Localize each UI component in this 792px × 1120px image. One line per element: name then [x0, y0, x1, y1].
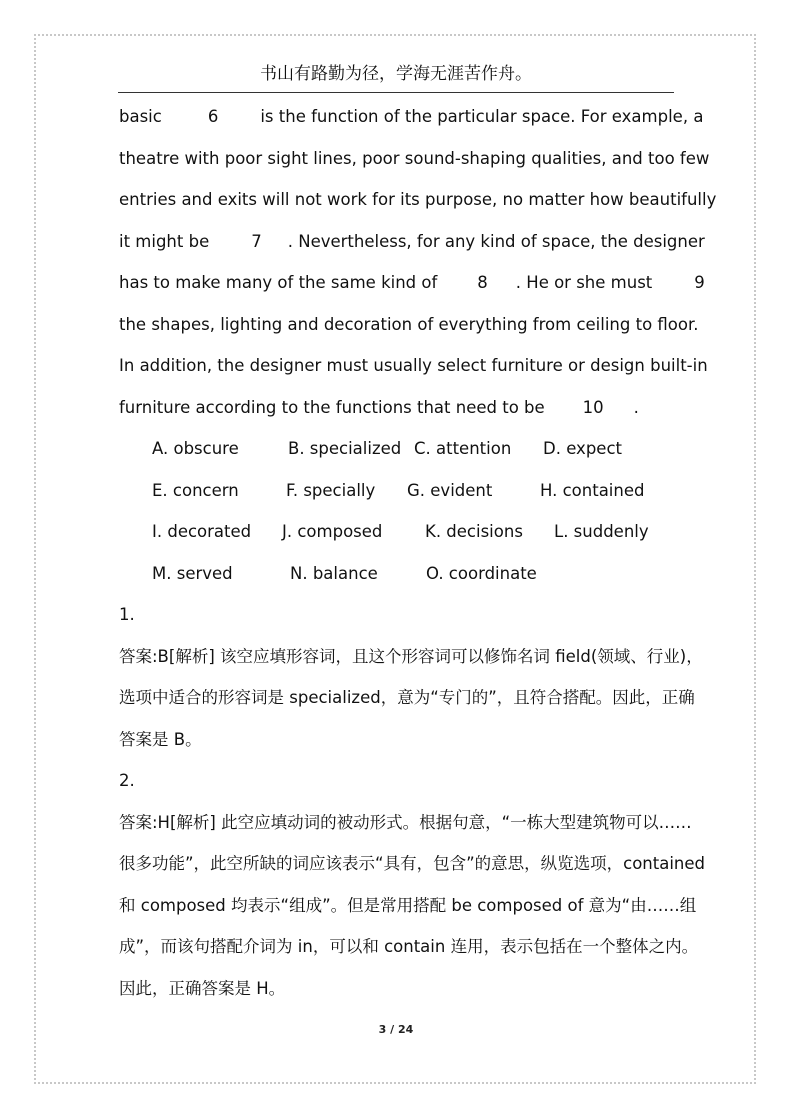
- answer-number: 1.: [119, 605, 135, 624]
- passage-line: furniture according to the functions that need to be 10 .: [119, 397, 639, 417]
- passage-line: In addition, the designer must usually select furniture or design built-in: [119, 356, 708, 375]
- blank-number: 6: [207, 107, 219, 126]
- options-row: [119, 511, 675, 553]
- options-row: [119, 470, 675, 512]
- option-o: O. coordinate: [426, 563, 537, 583]
- answer-line: 答案是 B。: [119, 729, 202, 749]
- blank-number: 10: [582, 397, 604, 417]
- option-g: G. evident: [407, 480, 493, 500]
- option-n: N. balance: [290, 563, 378, 583]
- passage-line: it might be 7 . Nevertheless, for any kind of space, the designer: [119, 231, 705, 251]
- passage-line: has to make many of the same kind of 8 . He or she must 9: [119, 273, 705, 292]
- answer-line: 答案:B[解析] 该空应填形容词，且这个形容词可以修饰名词 field(领域、行业)，: [119, 646, 703, 666]
- option-c: C. attention: [414, 439, 512, 458]
- answer-line: 因此，正确答案是 H。: [119, 978, 286, 998]
- blank-number: 7: [251, 231, 262, 251]
- header-motto: 书山有路勤为径，学海无涯苦作舟。: [260, 64, 532, 84]
- header-rule: [118, 92, 674, 93]
- option-b: B. specialized: [288, 439, 402, 458]
- option-h: H. contained: [540, 480, 645, 500]
- blank-number: 9: [694, 273, 705, 292]
- option-i: I. decorated: [152, 522, 252, 541]
- blank-number: 8: [477, 273, 488, 292]
- passage-line: entries and exits will not work for its purpose, no matter how beautifully: [119, 190, 717, 209]
- options-row: [119, 428, 675, 470]
- option-e: E. concern: [152, 480, 239, 500]
- answer-number: 2.: [119, 771, 135, 790]
- answer-line: 选项中适合的形容词是 specialized，意为“专门的”，且符合搭配。因此，正确: [119, 688, 695, 707]
- page-number: 3 / 24: [378, 1023, 414, 1036]
- option-f: F. specially: [286, 480, 376, 500]
- option-m: M. served: [152, 563, 233, 583]
- option-a: A. obscure: [152, 439, 239, 458]
- answer-line: 和 composed 均表示“组成”。但是常用搭配 be composed of 意为“由……组: [119, 895, 697, 915]
- passage-line: basic 6 is the function of the particular space. For example, a: [119, 107, 704, 126]
- answer-line: 很多功能”，此空所缺的词应该表示“具有，包含”的意思，纵览选项，contained: [119, 854, 706, 873]
- passage-line: theatre with poor sight lines, poor sound-shaping qualities, and too few: [119, 148, 710, 168]
- answer-line: 成”，而该句搭配介词为 in，可以和 contain 连用，表示包括在一个整体之内。: [119, 937, 699, 956]
- passage-line: the shapes, lighting and decoration of everything from ceiling to floor.: [119, 314, 699, 334]
- options-row: [119, 553, 675, 595]
- option-l: L. suddenly: [554, 522, 649, 541]
- answer-line: 答案:H[解析] 此空应填动词的被动形式。根据句意，“一栋大型建筑物可以……: [119, 812, 692, 832]
- option-d: D. expect: [543, 439, 622, 458]
- option-k: K. decisions: [425, 522, 523, 541]
- content: [119, 96, 717, 1009]
- option-j: J. composed: [282, 522, 383, 541]
